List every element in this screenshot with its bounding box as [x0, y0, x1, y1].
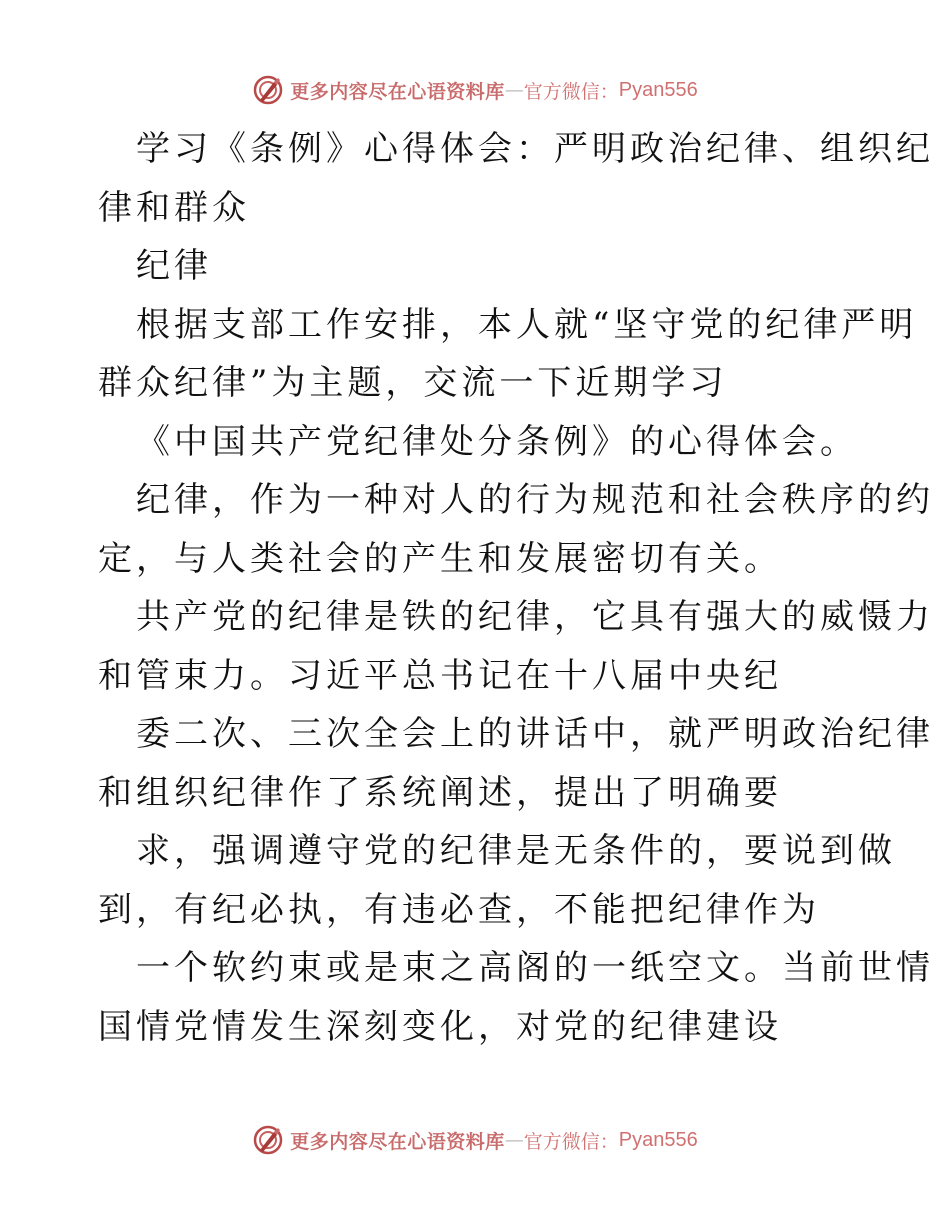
text-line: 根据支部工作安排，本人就“坚守党的纪律严明: [136, 304, 918, 345]
text-line: 和管束力。习近平总书记在十八届中央纪: [98, 655, 782, 696]
text-line: 求，强调遵守党的纪律是无条件的，要说到做: [136, 831, 896, 871]
pen-logo-icon: [252, 1124, 284, 1156]
watermark-wechat-label: 官方微信：: [523, 80, 619, 103]
text-line: 委二次、三次全会上的讲话中，就严明政治纪律: [136, 714, 934, 754]
header-watermark: [0, 70, 950, 110]
text-line: 纪律，作为一种对人的行为规范和社会秩序的约: [136, 480, 934, 520]
text-line: 一个软约束或是束之高阁的一纸空文。当前世情: [136, 948, 934, 988]
watermark-dash: —: [504, 1129, 524, 1151]
text-line: 纪律: [136, 246, 212, 286]
footer-watermark: [0, 1120, 950, 1160]
text-line: 共产党的纪律是铁的纪律，它具有强大的威慑力: [136, 597, 934, 637]
text-line: 国情党情发生深刻变化，对党的纪律建设: [98, 1006, 782, 1047]
watermark-brand: 更多内容尽在心语资料库: [290, 80, 505, 103]
watermark-brand: 更多内容尽在心语资料库: [290, 1130, 505, 1153]
pen-logo-icon: [252, 74, 284, 106]
text-line: 《中国共产党纪律处分条例》的心得体会。: [136, 421, 858, 462]
text-line: 到，有纪必执，有违必查，不能把纪律作为: [98, 889, 820, 930]
watermark-wechat-label: 官方微信：: [523, 1130, 619, 1153]
document-body: [98, 120, 934, 1056]
text-line: 和组织纪律作了系统阐述，提出了明确要: [98, 772, 782, 813]
text-line: 定，与人类社会的产生和发展密切有关。: [98, 538, 782, 579]
watermark-wechat-id: Pyan556: [618, 78, 698, 101]
text-line: 学习《条例》心得体会：严明政治纪律、组织纪: [136, 129, 934, 169]
watermark-wechat-id: Pyan556: [618, 1128, 698, 1151]
watermark-dash: —: [504, 79, 524, 101]
text-line: 律和群众: [98, 187, 250, 228]
text-line: 群众纪律”为主题，交流一下近期学习: [98, 363, 728, 403]
